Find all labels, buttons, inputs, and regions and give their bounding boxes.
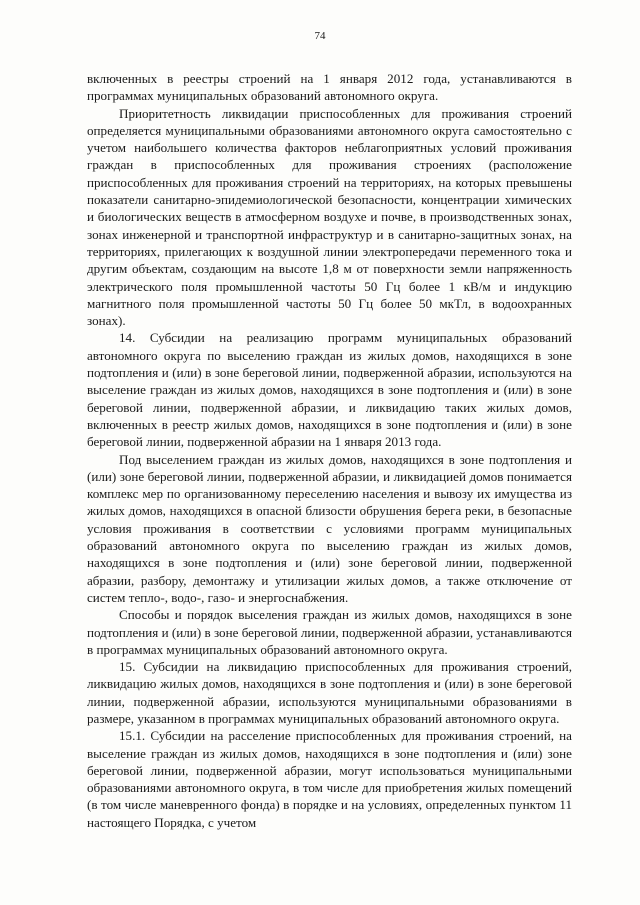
paragraph-eviction-methods: Способы и порядок выселения граждан из жилых домов, находящихся в зоне подтопления и (или) в зоне береговой линии, подверженной абразии, устанавливаются в программах муниципальных образований автономного округа.: [87, 607, 572, 657]
paragraph-item-15-1: 15.1. Субсидии на расселение приспособленных для проживания строений, на выселение граждан из жилых домов, находящихся в зоне подтопления и (или) зоне береговой линии, подверженной абразии, могут использоваться муниципальными образованиями автономного округа, в том числе для приобретения жилых помещений (в том числе маневренного фонда) в порядке и на условиях, определенных пунктом 11 настоящего Порядка, с учетом: [87, 728, 572, 830]
paragraph-eviction-definition: Под выселением граждан из жилых домов, находящихся в зоне подтопления и (или) зоне береговой линии, подверженной абразии, и ликвидацией домов понимается комплекс мер по организованному переселению населения и вывозу их имущества из жилых домов, находящихся в опасной близости обрушения берега реки, в безопасные условия проживания в соответствии с условиями программ муниципальных образований автономного округа по выселению граждан из жилых домов, находящихся в зоне подтопления и (или) зоне береговой линии, подверженной абразии, разбору, демонтажу и утилизации жилых домов, а также отключение от систем тепло-, водо-, газо- и энергоснабжения.: [87, 451, 572, 605]
paragraph-priority-liquidation: Приоритетность ликвидации приспособленных для проживания строений определяется муниципальными образованиями автономного округа самостоятельно с учетом наибольшего количества факторов неблагоприятных условий проживания граждан в приспособленных для проживания строениях (расположение приспособленных для проживания строений на территориях, на которых превышены показатели санитарно-эпидемиологической безопасности, концентрации химических и биологических веществ в атмосферном воздухе и почве, в производственных зонах, зонах инженерной и транспортной инфраструктур и в санитарно-защитных зонах, на территориях, прилегающих к воздушной линии электропередачи переменного тока и другим объектам, создающим на высоте 1,8 м от поверхности земли напряженность электрического поля промышленной частоты 50 Гц более 1 кВ/м и индукцию магнитного поля промышленной частоты 50 Гц более 50 мкТл, в водоохранных зонах).: [87, 105, 572, 329]
document-body: [87, 70, 572, 831]
paragraph-item-15: 15. Субсидии на ликвидацию приспособленных для проживания строений, ликвидацию жилых домов, находящихся в зоне подтопления и (или) в зоне береговой линии, подверженной абразии, используются муниципальными образованиями в размере, указанном в программах муниципальных образований автономного округа.: [87, 659, 572, 726]
paragraph-continuation: включенных в реестры строений на 1 января 2012 года, устанавливаются в программах муниципальных образований автономного округа.: [87, 71, 572, 104]
page-number: 74: [314, 30, 326, 42]
paragraph-item-14: 14. Субсидии на реализацию программ муниципальных образований автономного округа по выселению граждан из жилых домов, находящихся в зоне подтопления и (или) в зоне береговой линии, подверженной абразии, используются на выселение граждан из жилых домов, находящихся в зоне подтопления и (или) в зоне береговой линии, подверженной абразии, и ликвидацию таких жилых домов, включенных в реестр жилых домов, находящихся в зоне подтопления и (или) в зоне береговой линии, подверженной абразии на 1 января 2013 года.: [87, 330, 572, 450]
